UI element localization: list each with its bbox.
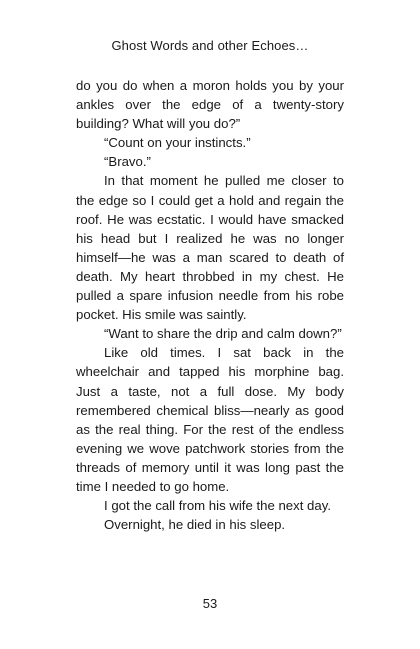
paragraph: I got the call from his wife the next day. — [104, 498, 331, 514]
paragraph: Like old times. I sat back in the wheelchair and tapped his morphine bag. Just a taste, not a full dose. My body remembered chemical bliss—nearly as good as the real thing. For the rest of the endless evening we wove patchwork stories from the threads of memory until it was long past the time I needed to go home. — [76, 345, 344, 494]
page-number: 53 — [202, 596, 218, 611]
paragraph-dialogue: “Count on your instincts.” — [104, 135, 251, 151]
paragraph: Overnight, he died in his sleep. — [104, 517, 286, 533]
paragraph-dialogue: “Want to share the drip and calm down?” — [104, 326, 342, 342]
paragraph-dialogue: “Bravo.” — [104, 154, 151, 170]
paragraph-continuation: do you do when a moron holds you by your ankles over the edge of a twenty-story building? What will you do?” — [76, 78, 344, 132]
paragraph: In that moment he pulled me closer to the edge so I could get a hold and regain the roof. He was ecstatic. I would have smacked his head but I realized he was no longer himself—he was a man scared to death of death. My heart throbbed in my chest. He pulled a spare infusion needle from his robe pocket. His smile was saintly. — [76, 173, 344, 323]
running-header: Ghost Words and other Echoes… — [111, 38, 309, 53]
body-text — [76, 76, 344, 534]
